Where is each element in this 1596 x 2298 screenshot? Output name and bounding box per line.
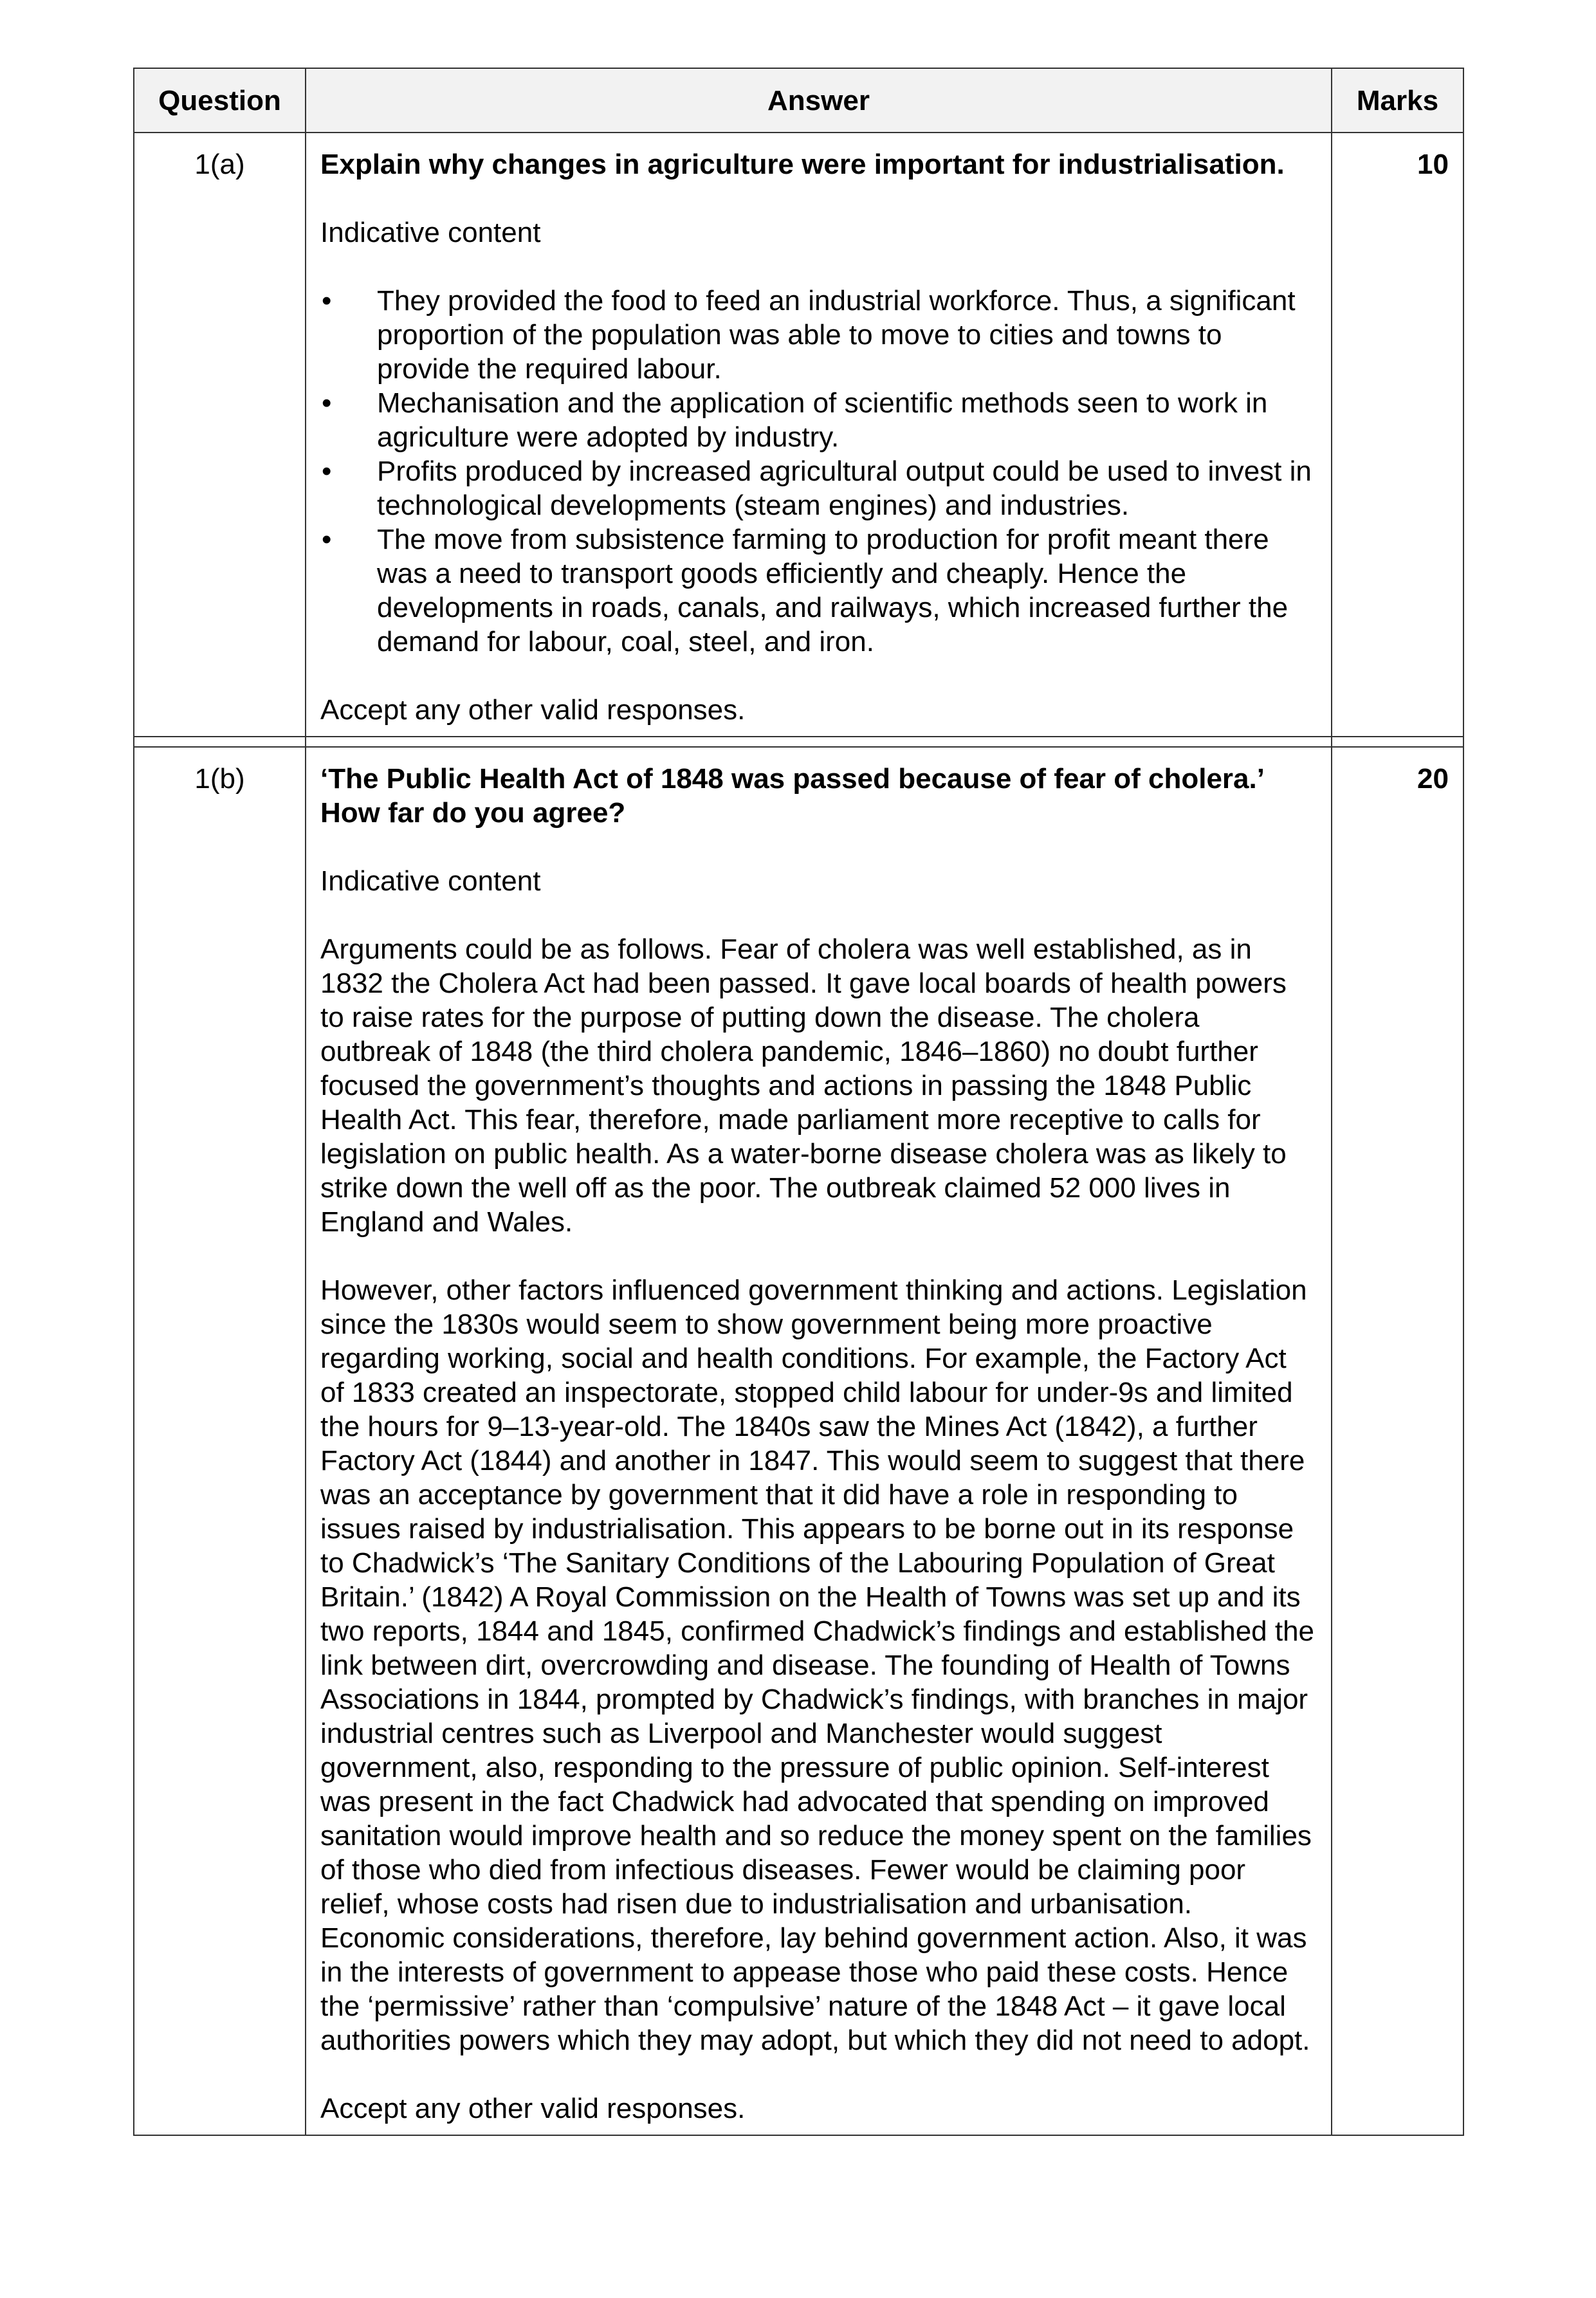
question-number: 1(b) [134,747,306,2135]
bullet-text: Profits produced by increased agricultural output could be used to invest in technological developments (steam engines) and industries. [377,455,1312,521]
bullet-list [320,284,1317,659]
marks-header: Marks [1332,68,1463,133]
marks-value: 20 [1332,747,1463,2135]
list-item [320,386,1317,454]
table-row [134,747,1463,2135]
marks-value: 10 [1332,133,1463,737]
bullet-icon: • [322,524,332,555]
accept-note: Accept any other valid responses. [320,2093,746,2124]
answer-cell [306,747,1332,2135]
row-separator [134,737,1463,747]
header-row [134,68,1463,133]
bullet-text: The move from subsistence farming to production for profit meant there was a need to transport goods efficiently and cheaply. Hence the developments in roads, canals, and railways, which increased further the demand for labour, coal, steel, and iron. [377,524,1289,657]
bullet-text: Mechanisation and the application of scientific methods seen to work in agriculture were adopted by industry. [377,387,1268,453]
list-item [320,454,1317,522]
question-title: ‘The Public Health Act of 1848 was passed because of fear of cholera.’ How far do you agree? [320,763,1263,829]
question-number: 1(a) [134,133,306,737]
question-title: Explain why changes in agriculture were important for industrialisation. [320,149,1285,180]
question-header: Question [134,68,306,133]
list-item [320,284,1317,386]
accept-note: Accept any other valid responses. [320,694,746,726]
answer-header: Answer [306,68,1332,133]
bullet-icon: • [322,455,332,487]
bullet-icon: • [322,387,332,419]
indicative-content-label: Indicative content [320,865,541,897]
mark-scheme-table [133,68,1464,2136]
list-item [320,522,1317,659]
bullet-icon: • [322,285,332,317]
answer-paragraph: Arguments could be as follows. Fear of cholera was well established, as in 1832 the Cholera Act had been passed. It gave local boards of health powers to raise rates for the purpose of putting down the disease. The cholera outbreak of 1848 (the third cholera pandemic, 1846–1860) no doubt further focused the government’s thoughts and actions in passing the 1848 Public Health Act. This fear, therefore, made parliament more receptive to calls for legislation on public health. As a water-borne disease cholera was as likely to strike down the well off as the poor. The outbreak claimed 52 000 lives in England and Wales. [320,933,1287,1238]
indicative-content-label: Indicative content [320,217,541,248]
answer-paragraph: However, other factors influenced government thinking and actions. Legislation since the 1830s would seem to show government being more proactive regarding working, social and health conditions. For example, the Factory Act of 1833 created an inspectorate, stopped child labour for under-9s and limited the hours for 9–13-year-old. The 1840s saw the Mines Act (1842), a further Factory Act (1844) and another in 1847. This would seem to suggest that there was an acceptance by government that it did have a role in responding to issues raised by industrialisation. This appears to be borne out in its response to Chadwick’s ‘The Sanitary Conditions of the Labouring Population of Great Britain.’ (1842) A Royal Commission on the Health of Towns was set up and its two reports, 1844 and 1845, confirmed Chadwick’s findings and established the link between dirt, overcrowding and disease. The founding of Health of Towns Associations in 1844, prompted by Chadwick’s findings, with branches in major industrial centres such as Liverpool and Manchester would suggest government, also, responding to the pressure of public opinion. Self-interest was present in the fact Chadwick had advocated that spending on improved sanitation would improve health and so reduce the money spent on the families of those who died from infectious diseases. Fewer would be claiming poor relief, whose costs had risen due to industrialisation and urbanisation. Economic considerations, therefore, lay behind government action. Also, it was in the interests of government to appease those who paid these costs. Hence the ‘permissive’ rather than ‘compulsive’ nature of the 1848 Act – it gave local authorities powers which they may adopt, but which they did not need to adopt. [320,1274,1315,2056]
bullet-text: They provided the food to feed an industrial workforce. Thus, a significant proportion of the population was able to move to cities and towns to provide the required labour. [377,285,1296,385]
table-row [134,133,1463,737]
answer-cell [306,133,1332,737]
